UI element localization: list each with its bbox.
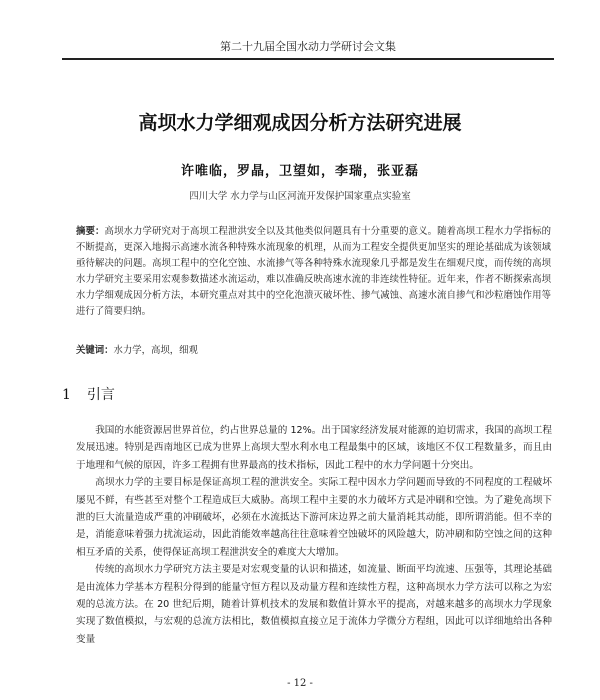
abstract	[76, 224, 551, 320]
paragraph: 传统的高坝水力学研究方法主要是对宏观变量的认识和描述，如流量、断面平均流速、压强等，其理论基础是由流体力学基本方程积分得到的能量守恒方程以及动量方程和连续性方程，这种高坝水力学方法可以称之为宏观的总流方法。在 20 世纪后期，随着计算机技术的发展和数值计算水平的提高，对越来越多的高坝水力学现象实现了数值模拟，与宏观的总流方法相比，数值模拟直接立足于流体力学微分方程组，因此可以详细地给出各种变量	[76, 564, 552, 645]
page-number: - 12 -	[287, 678, 313, 689]
affiliation: 四川大学 水力学与山区河流开发保护国家重点实验室	[189, 191, 411, 202]
section-title: 引言	[86, 387, 115, 403]
paragraph: 高坝水力学的主要目标是保证高坝工程的泄洪安全。实际工程中因水力学问题而导致的不同程度的工程破坏屡见不鲜，有些甚至对整个工程造成巨大威胁。高坝工程中主要的水力破坏方式是冲刷和空蚀。为了避免高坝下泄的巨大流量造成严重的冲刷破坏，必须在水流抵达下游河床边界之前大量消耗其动能，即所谓消能。但不幸的是，消能意味着强力扰流运动，因此消能效率越高往往意味着空蚀破坏的风险越大，防冲刷和防空蚀之间的这种相互矛盾的关系，使得保证高坝工程泄洪安全的难度大大增加。	[76, 477, 552, 558]
section-number: 1	[62, 387, 71, 403]
keywords-text: 水力学，高坝，细观	[113, 345, 198, 356]
author-list: 许唯临，罗晶，卫望如，李瑞，张亚磊	[180, 164, 419, 179]
paper-title: 高坝水力学细观成因分析方法研究进展	[138, 112, 462, 134]
abstract-label: 摘要：	[76, 226, 105, 237]
section-heading	[62, 384, 115, 404]
paragraph: 我国的水能资源居世界首位，约占世界总量的 12%。出于国家经济发展对能源的迫切需求，我国的高坝工程发展迅速。特别是西南地区已成为世界上高坝大型水利水电工程最集中的区域，该地区不仅工程数量多，而且由于地理和气候的原因，许多工程拥有世界最高的技术指标，因此工程中的水力学问题十分突出。	[76, 425, 552, 471]
running-header: 第二十九届全国水动力学研讨会文集	[62, 38, 554, 60]
keywords	[76, 342, 551, 356]
keywords-label: 关键词：	[76, 345, 114, 356]
abstract-text: 高坝水力学研究对于高坝工程泄洪安全以及其他类似问题具有十分重要的意义。随着高坝工程水力学指标的不断提高，更深入地揭示高速水流各种特殊水流现象的机理，从而为工程安全提供更加坚实的理论基础成为该领域亟待解决的问题。高坝工程中的空化空蚀、水流掺气等各种特殊水流现象几乎都是发生在细观尺度，而传统的高坝水力学研究主要采用宏观参数描述水流运动，难以准确反映高速水流的非连续性特征。近年来，作者不断探索高坝水力学细观成因分析方法，本研究重点对其中的空化泡溃灭破坏性、掺气减蚀、高速水流自掺气和沙粒磨蚀作用等进行了简要归纳。	[76, 226, 551, 317]
body-text	[76, 422, 552, 648]
